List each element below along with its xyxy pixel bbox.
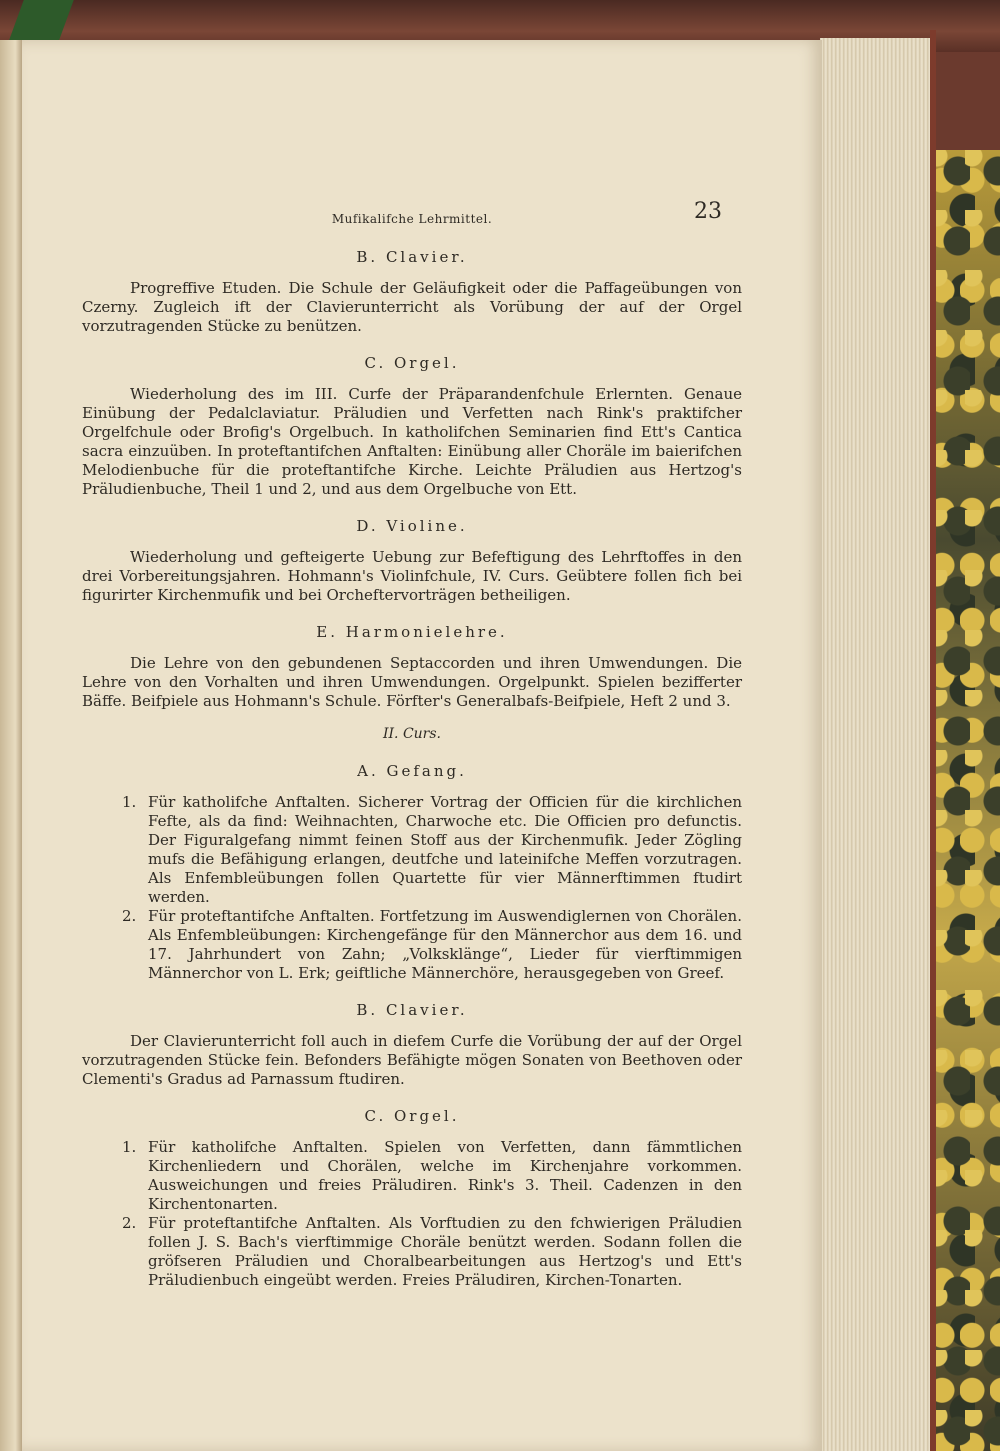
item-number: 2.	[122, 907, 137, 925]
cover-edge	[930, 30, 936, 1451]
section-clavier	[82, 248, 742, 336]
section-heading: C. Orgel.	[364, 1107, 460, 1125]
item-text: Für proteftantifche Anftalten. Als Vorftudien zu den fchwierigen Präludien follen J. S. Bach's vierftimmige Choräle benützt werden. Sodann follen die gröfseren Präludien und Choralbearbeitungen aus Hertzog's und Ett's Präludienbuch eingeübt werden. Freies Präludiren, Kirchen-Tonarten.	[148, 1214, 742, 1289]
curs-title: II. Curs.	[382, 726, 442, 742]
item-number: 2.	[122, 1214, 137, 1232]
running-title: Mufikalifche Lehrmittel.	[331, 212, 493, 226]
section-gesang	[82, 762, 742, 983]
section-heading: B. Clavier.	[356, 248, 468, 266]
list-item	[82, 1214, 742, 1290]
book-page	[22, 40, 822, 1451]
item-number: 1.	[122, 793, 137, 811]
section-heading: D. Violine.	[356, 517, 468, 535]
section-heading: A. Gefang.	[357, 762, 467, 780]
item-number: 1.	[122, 1138, 137, 1156]
left-page-edge	[0, 40, 24, 1451]
section-orgel-2	[82, 1107, 742, 1290]
section-heading: C. Orgel.	[364, 354, 460, 372]
section-text: Wiederholung und gefteigerte Uebung zur Befeftigung des Lehrftoffes in den drei Vorbereitungsjahren. Hohmann's Violinfchule, IV. Curs. Geübtere follen fich bei figurirter Kirchenmufik und bei Orcheftervorträgen betheiligen.	[82, 548, 742, 604]
section-text: Der Clavierunterricht foll auch in diefem Curfe die Vorübung der auf der Orgel vorzutragenden Stücke fein. Befonders Befähigte mögen Sonaten von Beethoven oder Clementi's Gradus ad Parnassum ftudiren.	[82, 1032, 742, 1088]
item-text: Für katholifche Anftalten. Spielen von Verfetten, dann fämmtlichen Kirchenliedern und Chorälen, welche im Kirchenjahre vorkommen. Ausweichungen und freies Präludiren. Rink's 3. Theil. Cadenzen in den Kirchentonarten.	[148, 1138, 742, 1213]
section-heading: E. Harmonielehre.	[316, 623, 508, 641]
section-clavier-2	[82, 1001, 742, 1089]
section-text: Die Lehre von den gebundenen Septaccorden und ihren Umwendungen. Die Lehre von den Vorhalten und ihren Umwendungen. Orgelpunkt. Spielen bezifferter Bäffe. Beifpiele aus Hohmann's Schule. Förfter's Generalbafs-Beifpiele, Heft 2 und 3.	[82, 654, 742, 710]
list-item	[82, 907, 742, 983]
item-text: Für katholifche Anftalten. Sicherer Vortrag der Officien für die kirchlichen Fefte, als da find: Weihnachten, Charwoche etc. Die Officien pro defunctis. Der Figuralgefang nimmt feinen Stoff aus der Kirchenmufik. Jeder Zögling mufs die Befähigung erlangen, deutfche und lateinifche Meffen vorzutragen. Als Enfembleübungen follen Quartette für vier Männerftimmen ftudirt werden.	[148, 793, 742, 906]
section-harmonielehre	[82, 623, 742, 711]
list-item	[82, 793, 742, 907]
section-text: Progreffive Etuden. Die Schule der Geläufigkeit oder die Paffageübungen von Czerny. Zugleich ift der Clavierunterricht als Vorübung der auf der Orgel vorzutragenden Stücke zu benützen.	[82, 279, 742, 335]
page-content	[82, 190, 742, 1290]
page-edges	[820, 38, 933, 1451]
section-heading: B. Clavier.	[356, 1001, 468, 1019]
section-orgel	[82, 354, 742, 499]
page-number: 23	[694, 199, 722, 224]
item-text: Für proteftantifche Anftalten. Fortfetzung im Auswendiglernen von Chorälen. Als Enfembleübungen: Kirchengefänge für den Männerchor aus dem 16. und 17. Jahrhundert von Zahn; „Volksklänge“, Lieder für vierftimmigen Männerchor von L. Erk; geiftliche Männerchöre, herausgegeben von Greef.	[148, 907, 742, 982]
running-head	[82, 190, 742, 230]
list-item	[82, 1138, 742, 1214]
section-text: Wiederholung des im III. Curfe der Präparandenfchule Erlernten. Genaue Einübung der Pedalclaviatur. Präludien und Verfetten nach Rink's praktifcher Orgelfchule oder Brofig's Orgelbuch. In katholifchen Seminarien find Ett's Cantica sacra einzuüben. In proteftantifchen Anftalten: Einübung aller Choräle im baierifchen Melodienbuche für die proteftantifche Kirche. Leichte Präludien aus Hertzog's Präludienbuche, Theil 1 und 2, und aus dem Orgelbuche von Ett.	[82, 385, 742, 498]
section-violine	[82, 517, 742, 605]
marbled-cover	[930, 150, 1000, 1451]
